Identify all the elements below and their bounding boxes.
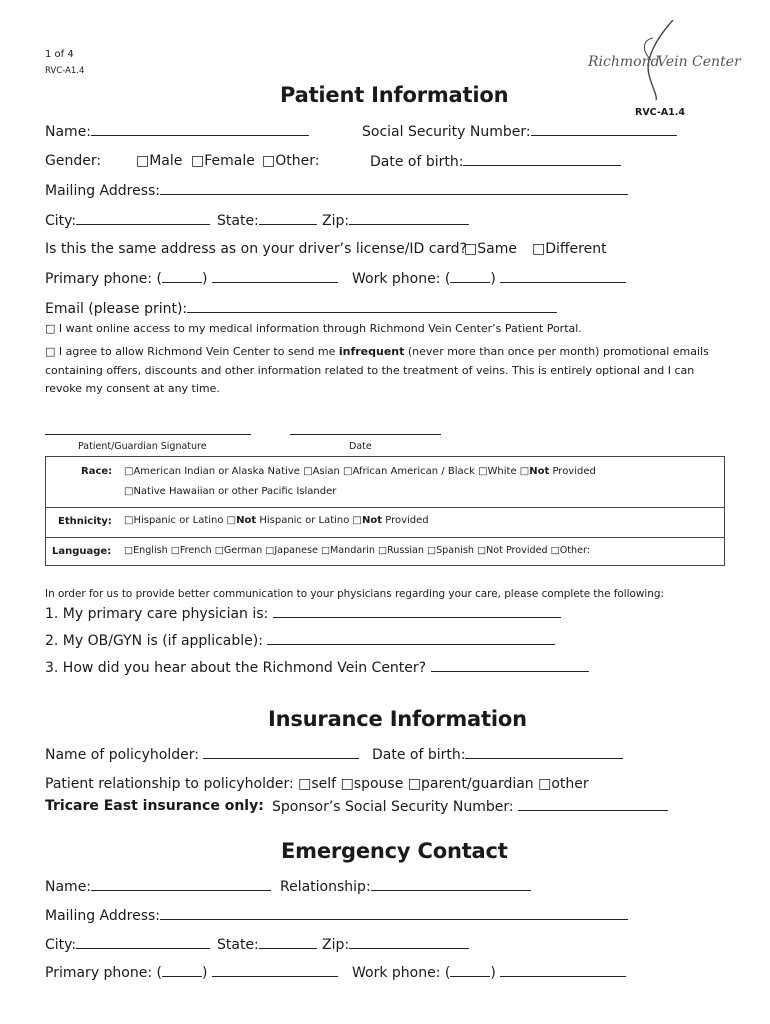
referral-field[interactable] — [431, 658, 589, 672]
male-checkbox[interactable]: □Male — [136, 153, 183, 169]
gender-label: Gender: — [45, 153, 102, 169]
eth-text: Hispanic or Latino □ — [256, 515, 363, 526]
agree-text-line3: revoke my consent at any time. — [45, 382, 220, 395]
email-label: Email (please print): — [45, 301, 188, 317]
paren: ) — [490, 271, 496, 287]
emergency-primary-area-field[interactable] — [162, 963, 202, 977]
state-field[interactable] — [259, 211, 317, 225]
city-field[interactable] — [76, 211, 210, 225]
obgyn-field[interactable] — [267, 631, 555, 645]
physician-field[interactable] — [273, 604, 561, 618]
emergency-name-label: Name: — [45, 879, 92, 895]
signature-label: Patient/Guardian Signature — [78, 441, 207, 452]
primary-phone-field[interactable] — [212, 269, 338, 283]
insurance-title: Insurance Information — [268, 707, 527, 731]
emergency-city-field[interactable] — [76, 935, 210, 949]
patient-info-title: Patient Information — [280, 83, 509, 107]
signature-field[interactable] — [45, 434, 251, 435]
agree-text: (never more than once per month) promotional emails — [404, 345, 709, 358]
emergency-relationship-field[interactable] — [371, 877, 531, 891]
different-checkbox[interactable]: □Different — [532, 241, 607, 257]
agree-checkbox[interactable] — [45, 345, 709, 359]
signature-date-field[interactable] — [290, 434, 441, 435]
emergency-name-field[interactable] — [91, 877, 271, 891]
race-label: Race: — [81, 466, 113, 477]
female-checkbox[interactable]: □Female — [191, 153, 255, 169]
state-label: State: — [217, 213, 259, 229]
tricare-label: Tricare East insurance only: — [45, 798, 264, 814]
emergency-work-field[interactable] — [500, 963, 626, 977]
emergency-zip-field[interactable] — [349, 935, 469, 949]
paren: ) — [202, 965, 208, 981]
emergency-primary-label: Primary phone: ( — [45, 965, 162, 981]
race-options[interactable] — [124, 465, 596, 478]
logo-text-richmond: Richmond — [588, 54, 660, 70]
emergency-zip-label: Zip: — [322, 937, 350, 953]
primary-area-field[interactable] — [162, 269, 202, 283]
agree-text-line2: containing offers, discounts and other information related to the treatment of veins. This is entirely optional and I can — [45, 364, 695, 377]
logo — [585, 20, 745, 100]
agree-text: □ I agree to allow Richmond Vein Center to send me — [45, 345, 339, 358]
other-gender-checkbox[interactable]: □Other: — [262, 153, 320, 169]
emergency-work-area-field[interactable] — [450, 963, 490, 977]
emergency-mailing-label: Mailing Address: — [45, 908, 161, 924]
ethnicity-label: Ethnicity: — [58, 516, 112, 527]
race-provided: Provided — [549, 466, 596, 477]
emergency-title: Emergency Contact — [281, 839, 508, 863]
ssn-label: Social Security Number: — [362, 124, 531, 140]
eth-not: Not — [362, 515, 383, 526]
paren: ) — [490, 965, 496, 981]
physician-label: 1. My primary care physician is: — [45, 606, 269, 622]
communication-intro: In order for us to provide better communication to your physicians regarding your care, please complete the following: — [45, 588, 664, 600]
language-label: Language: — [52, 546, 112, 557]
obgyn-label: 2. My OB/GYN is (if applicable): — [45, 633, 263, 649]
eth-provided: Provided — [382, 515, 429, 526]
form-code: RVC-A1.4 — [45, 66, 85, 76]
policyholder-field[interactable] — [203, 745, 359, 759]
email-field[interactable] — [187, 299, 557, 313]
emergency-mailing-field[interactable] — [160, 906, 628, 920]
mailing-field[interactable] — [160, 181, 628, 195]
sponsor-ssn-label: Sponsor’s Social Security Number: — [272, 799, 514, 815]
work-area-field[interactable] — [450, 269, 490, 283]
mailing-label: Mailing Address: — [45, 183, 161, 199]
same-checkbox[interactable]: □Same — [464, 241, 517, 257]
same-address-question: Is this the same address as on your driver’s license/ID card? — [45, 241, 467, 257]
page-number: 1 of 4 — [45, 49, 74, 60]
zip-label: Zip: — [322, 213, 350, 229]
relationship-options[interactable]: Patient relationship to policyholder: □self □spouse □parent/guardian □other — [45, 776, 589, 792]
emergency-relationship-label: Relationship: — [280, 879, 371, 895]
agree-bold: infrequent — [338, 345, 405, 358]
insurance-dob-label: Date of birth: — [372, 747, 466, 763]
work-phone-field[interactable] — [500, 269, 626, 283]
race-not: Not — [529, 466, 550, 477]
emergency-primary-field[interactable] — [212, 963, 338, 977]
date-label: Date — [349, 441, 372, 452]
sponsor-ssn-field[interactable] — [518, 797, 668, 811]
emergency-state-field[interactable] — [259, 935, 317, 949]
emergency-city-label: City: — [45, 937, 77, 953]
logo-text-vein-center: Vein Center — [657, 54, 741, 70]
insurance-dob-field[interactable] — [465, 745, 623, 759]
referral-label: 3. How did you hear about the Richmond Vein Center? — [45, 660, 427, 676]
zip-field[interactable] — [349, 211, 469, 225]
logo-code: RVC-A1.4 — [635, 107, 685, 118]
race-options-line2[interactable]: □Native Hawaiian or other Pacific Islander — [124, 486, 337, 497]
emergency-state-label: State: — [217, 937, 259, 953]
name-label: Name: — [45, 124, 92, 140]
name-field[interactable] — [91, 122, 309, 136]
work-phone-label: Work phone: ( — [352, 271, 451, 287]
primary-phone-label: Primary phone: ( — [45, 271, 162, 287]
portal-checkbox[interactable]: □ I want online access to my medical information through Richmond Vein Center’s Patient Portal. — [45, 322, 582, 335]
ssn-field[interactable] — [531, 122, 677, 136]
emergency-work-label: Work phone: ( — [352, 965, 451, 981]
eth-not: Not — [236, 515, 257, 526]
language-options[interactable]: □English □French □German □Japanese □Mandarin □Russian □Spanish □Not Provided □Other: — [124, 545, 591, 556]
ethnicity-options[interactable] — [124, 514, 429, 527]
paren: ) — [202, 271, 208, 287]
dob-label: Date of birth: — [370, 154, 464, 170]
race-text: □American Indian or Alaska Native □Asian □African American / Black □White □ — [124, 466, 530, 477]
eth-text: □Hispanic or Latino □ — [124, 515, 237, 526]
dob-field[interactable] — [463, 152, 621, 166]
city-label: City: — [45, 213, 77, 229]
policyholder-label: Name of policyholder: — [45, 747, 199, 763]
